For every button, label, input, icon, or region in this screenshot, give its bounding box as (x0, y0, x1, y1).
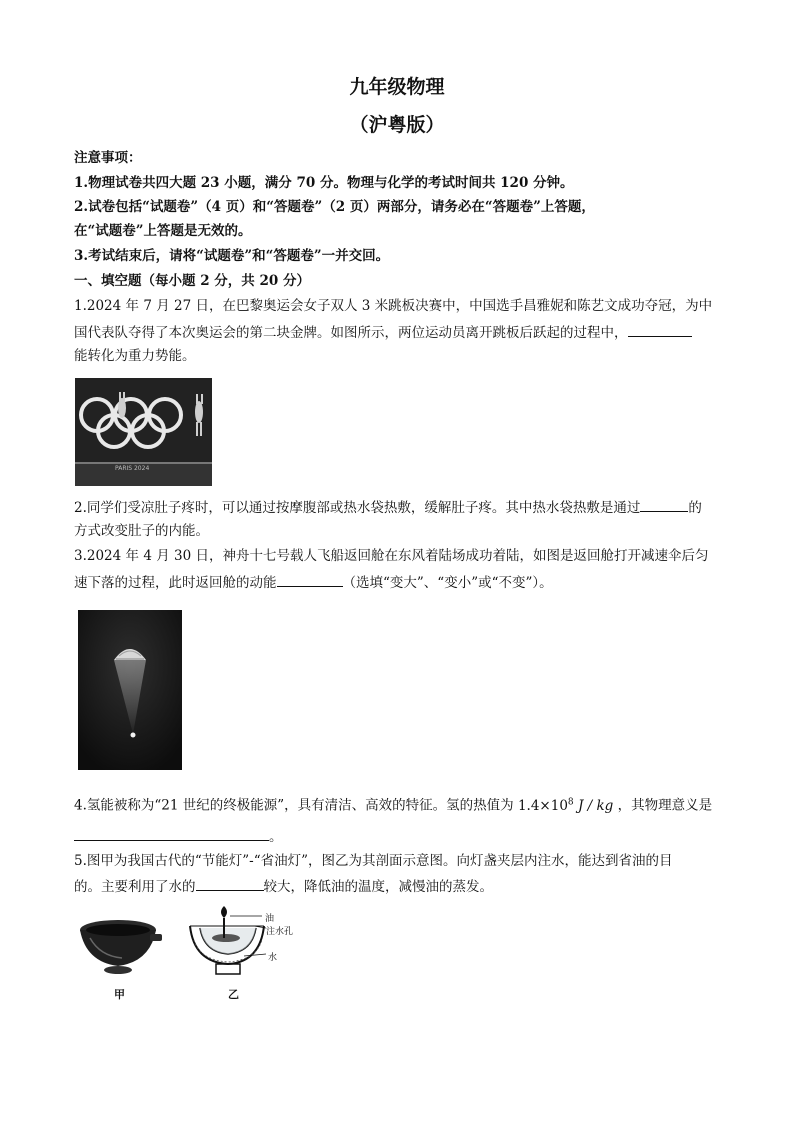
section-1-heading: 一、填空题（每小题 2 分，共 20 分） (74, 273, 310, 289)
photo-watermark-text: PARIS 2024 (115, 465, 150, 472)
q4-line-1-text: 4.氢能被称为“21 世纪的终极能源”，具有清洁、高效的特征。氢的热值为 (74, 797, 514, 814)
parachute-capsule-image (78, 610, 182, 770)
notice-item-3: 3.考试结束后，请将“试题卷”和“答题卷”一并交回。 (74, 248, 390, 264)
q4-answer-blank[interactable] (74, 826, 269, 841)
q1-line-2 (74, 322, 724, 343)
q1-answer-blank[interactable] (628, 322, 692, 337)
q3-answer-blank[interactable] (277, 572, 343, 587)
page-subtitle: （沪粤版） (349, 114, 445, 136)
q4-heat-value (518, 798, 613, 814)
q2-line-2: 方式改变肚子的内能。 (74, 523, 209, 539)
label-water-hole: 注水孔 (266, 927, 294, 937)
q1-line-3: 能转化为重力势能。 (74, 348, 196, 364)
q2-line-1 (74, 497, 724, 518)
oil-lamp-photo (78, 912, 164, 976)
figure-jia-caption: 甲 (114, 988, 125, 1001)
q4-value-exponent: 8 (567, 797, 574, 807)
oil-lamp-cross-section (186, 906, 266, 978)
q5-line-2-text: 的。主要利用了水的 (74, 879, 196, 895)
q5-line-1: 5.图甲为我国古代的“节能灯”-“省油灯”，图乙为其剖面示意图。向灯盏夹层内注水，能达到省油的目 (74, 853, 673, 869)
q5-line-2-tail: 较大，降低油的温度，减慢油的蒸发。 (263, 879, 493, 895)
q5-line-2 (74, 876, 724, 897)
notice-heading: 注意事项： (74, 150, 142, 166)
notice-item-2-line-2: 在“试题卷”上答题是无效的。 (74, 223, 252, 239)
notice-item-2-line-1: 2.试卷包括“试题卷”（4 页）和“答题卷”（2 页）两部分，请务必在“答题卷”上答题， (74, 199, 595, 215)
page-title: 九年级物理 (349, 76, 445, 98)
q2-line-1-text: 2.同学们受凉肚子疼时，可以通过按摩腹部或热水袋热敷，缓解肚子疼。其中热水袋热敷是通过 (74, 500, 641, 516)
q4-value-unit: J / kg (573, 797, 614, 814)
q1-line-2-text: 国代表队夺得了本次奥运会的第二块金牌。如图所示，两位运动员离开跳板后跃起的过程中， (74, 325, 628, 341)
q1-line-1: 1.2024 年 7 月 27 日，在巴黎奥运会女子双人 3 米跳板决赛中，中国选手昌雅妮和陈艺文成功夺冠，为中 (74, 298, 713, 314)
q4-line-2 (74, 826, 724, 847)
q4-line-1-tail: ，其物理意义是 (617, 797, 713, 814)
q5-answer-blank[interactable] (196, 876, 264, 891)
q4-line-2-end: 。 (269, 829, 283, 845)
q4-value-base: 1.4×10 (517, 797, 568, 814)
q3-line-2 (74, 572, 724, 593)
figure-yi-caption: 乙 (228, 988, 239, 1001)
parachute-photo (78, 610, 182, 770)
q4-line-1 (74, 792, 724, 816)
q3-line-2-text: 速下落的过程，此时返回舱的动能 (74, 575, 277, 591)
label-water: 水 (268, 953, 278, 963)
q3-line-2-tail: （选填“变大”、“变小”或“不变”）。 (342, 575, 553, 591)
q2-line-1-tail: 的 (688, 500, 702, 516)
label-oil: 油 (265, 914, 275, 924)
q2-answer-blank[interactable] (640, 497, 688, 512)
notice-item-1: 1.物理试卷共四大题 23 小题，满分 70 分。物理与化学的考试时间共 120 分钟。 (74, 175, 574, 191)
diving-photo (75, 378, 212, 486)
q3-line-1: 3.2024 年 4 月 30 日，神舟十七号载人飞船返回舱在东风着陆场成功着陆，如图是返回舱打开减速伞后匀 (74, 548, 709, 564)
